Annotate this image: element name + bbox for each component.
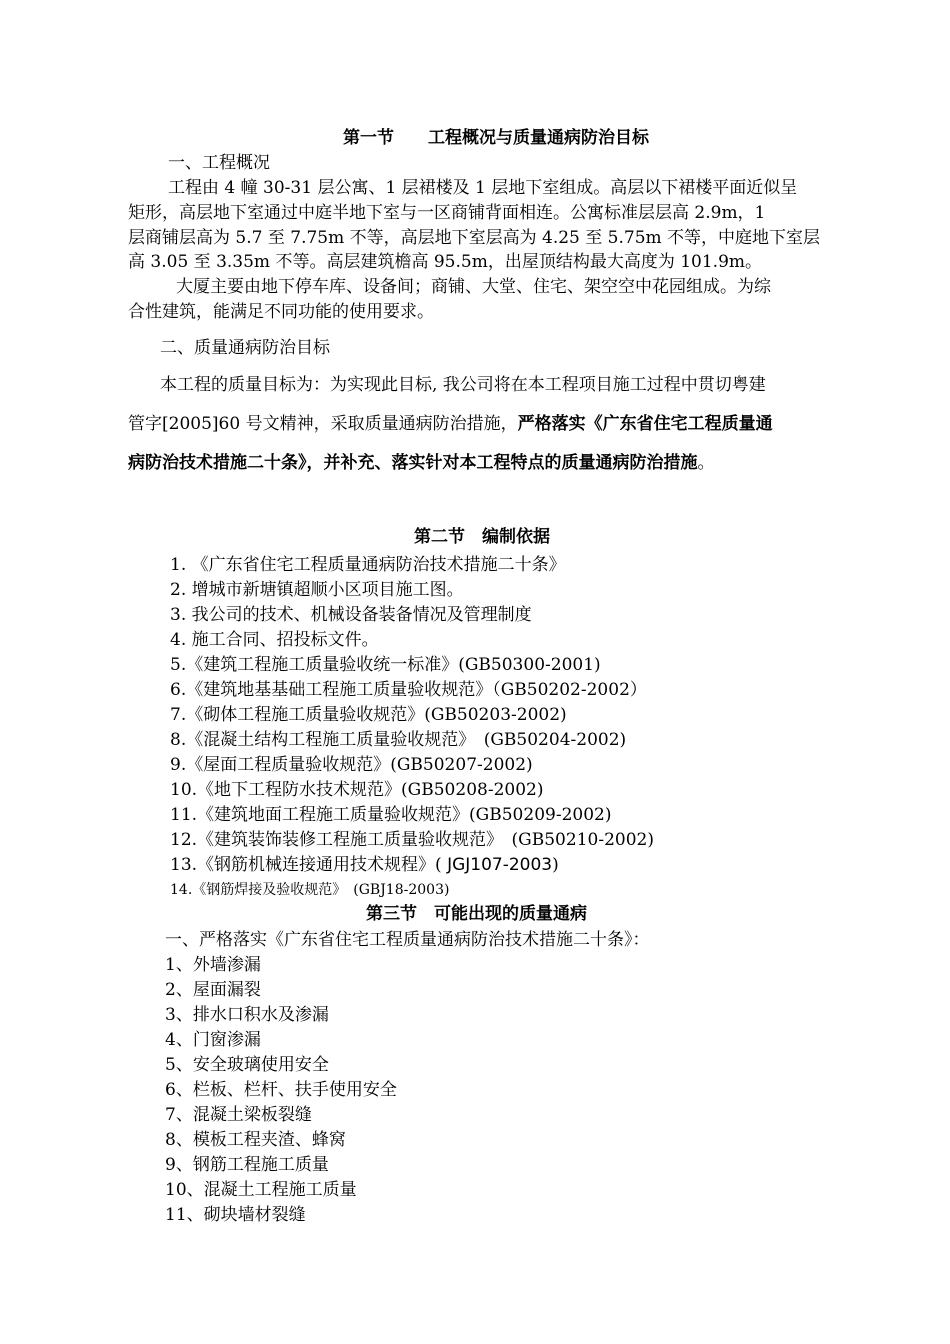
basis-item: 11.《建筑地面工程施工质量验收规范》(GB50209-2002) — [170, 805, 612, 825]
building-composition-line: 大厦主要由地下停车库、设备间；商铺、大堂、住宅、架空空中花园组成。为综 — [176, 277, 771, 297]
defect-item: 2、屋面漏裂 — [165, 980, 261, 1000]
section3-intro: 一、严格落实《广东省住宅工程质量通病防治技术措施二十条》： — [165, 930, 650, 950]
defect-item: 4、门窗渗漏 — [165, 1030, 261, 1050]
section1-subheading-overview: 一、工程概况 — [168, 153, 270, 173]
defect-item: 5、安全玻璃使用安全 — [165, 1055, 329, 1075]
quality-goal-end-text: 。 — [697, 453, 715, 473]
basis-item: 8.《混凝土结构工程施工质量验收规范》 (GB50204-2002) — [170, 730, 627, 750]
basis-item: 12.《建筑装饰装修工程施工质量验收规范》 (GB50210-2002) — [170, 830, 654, 850]
quality-goal-normal-text: 管字[2005]60 号文精神，采取质量通病防治措施， — [128, 414, 518, 434]
basis-item: 6.《建筑地基基础工程施工质量验收规范》（GB50202-2002） — [170, 680, 647, 700]
defect-item: 11、砌块墙材裂缝 — [165, 1205, 306, 1225]
section1-title: 第一节 工程概况与质量通病防治目标 — [343, 128, 649, 148]
overview-line: 矩形，高层地下室通过中庭半地下室与一区商铺背面相连。公寓标准层层高 2.9m，1 — [128, 203, 766, 223]
section2-title: 第二节 编制依据 — [414, 527, 550, 547]
basis-item: 2. 增城市新塘镇超顺小区项目施工图。 — [170, 580, 464, 600]
basis-item-13-code: JGJ107-2003 — [441, 855, 553, 875]
basis-item: 3. 我公司的技术、机械设备装备情况及管理制度 — [170, 605, 532, 625]
defect-item: 1、外墙渗漏 — [165, 955, 261, 975]
quality-goal-line: 本工程的质量目标为：为实现此目标, 我公司将在本工程项目施工过程中贯切粤建 — [160, 375, 766, 395]
quality-goal-bold-text: 严格落实《广东省住宅工程质量通 — [517, 414, 773, 434]
basis-item: 4. 施工合同、招投标文件。 — [170, 630, 379, 650]
basis-item — [170, 855, 559, 875]
quality-goal-bold-text: 病防治技术措施二十条》，并补充、落实针对本工程特点的质量通病防治措施 — [128, 453, 698, 473]
defect-item: 10、混凝土工程施工质量 — [165, 1180, 357, 1200]
basis-item: 7.《砌体工程施工质量验收规范》(GB50203-2002) — [170, 705, 567, 725]
basis-item: 10.《地下工程防水技术规范》(GB50208-2002) — [170, 780, 544, 800]
basis-item: 14.《钢筋焊接及验收规范》 (GBJ18-2003) — [170, 882, 450, 898]
basis-item-13-close: ) — [552, 855, 559, 875]
basis-item-13-title: 13.《钢筋机械连接通用技术规程》( — [170, 855, 442, 875]
defect-item: 3、排水口积水及渗漏 — [165, 1005, 329, 1025]
overview-line: 工程由 4 幢 30-31 层公寓、1 层裙楼及 1 层地下室组成。高层以下裙楼平面近似呈 — [168, 178, 798, 198]
overview-line: 高 3.05 至 3.35m 不等。高层建筑檐高 95.5m，出屋顶结构最大高度为 101.9m。 — [128, 252, 763, 272]
section1-subheading-goals: 二、质量通病防治目标 — [160, 338, 330, 358]
defect-item: 8、模板工程夹渣、蜂窝 — [165, 1130, 346, 1150]
defect-item: 9、钢筋工程施工质量 — [165, 1155, 329, 1175]
basis-item: 9.《屋面工程质量验收规范》(GB50207-2002) — [170, 755, 533, 775]
quality-goal-line — [128, 414, 773, 434]
defect-item: 6、栏板、栏杆、扶手使用安全 — [165, 1080, 397, 1100]
section3-title: 第三节 可能出现的质量通病 — [366, 904, 587, 924]
quality-goal-line — [128, 453, 715, 473]
basis-item: 1. 《广东省住宅工程质量通病防治技术措施二十条》 — [170, 555, 566, 575]
building-composition-line: 合性建筑，能满足不同功能的使用要求。 — [128, 302, 434, 322]
basis-item: 5.《建筑工程施工质量验收统一标准》(GB50300-2001) — [170, 655, 601, 675]
overview-line: 层商铺层高为 5.7 至 7.75m 不等，高层地下室层高为 4.25 至 5.75m 不等，中庭地下室层 — [128, 228, 821, 248]
defect-item: 7、混凝土梁板裂缝 — [165, 1105, 312, 1125]
